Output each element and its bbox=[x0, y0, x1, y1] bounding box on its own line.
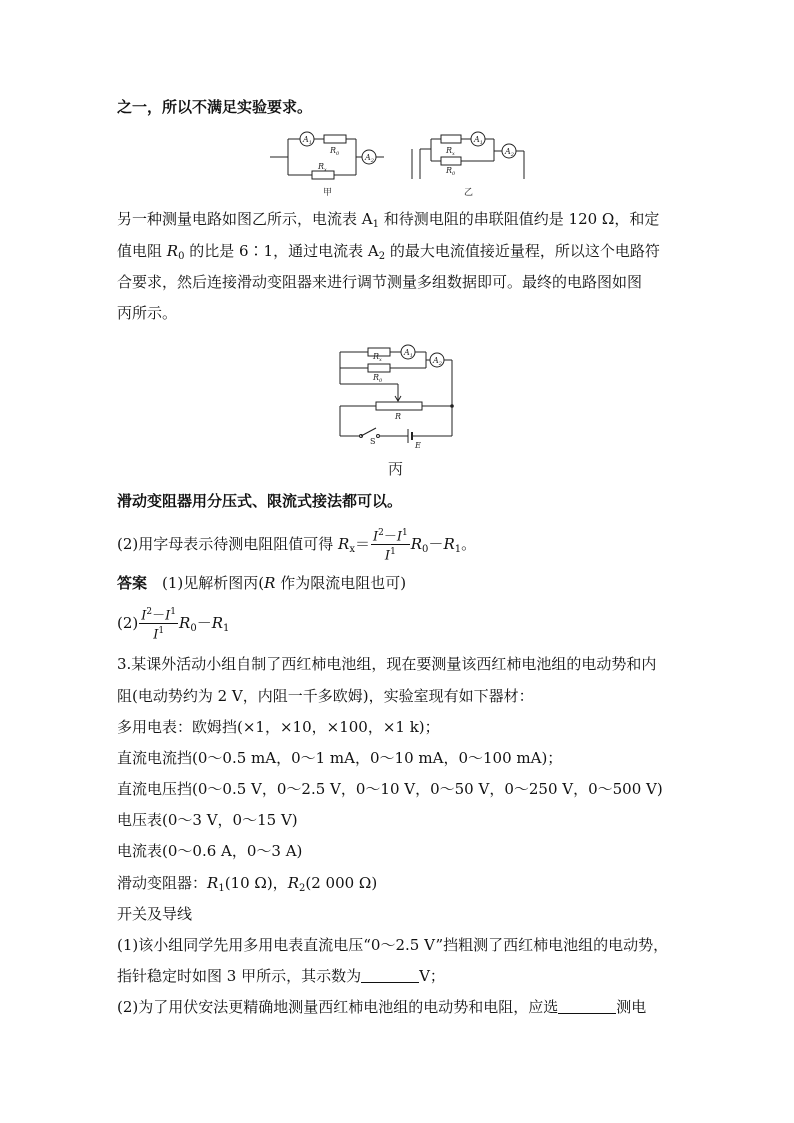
fraction: $\frac{I^2-I^1}{I^1}$ bbox=[372, 528, 408, 564]
paragraph-line: 丙所示。 bbox=[117, 304, 178, 322]
question-line: 指针稳定时如图 3 甲所示，其示数为 V； bbox=[117, 967, 445, 985]
question-line: 电压表(0～3 V，0～15 V) bbox=[117, 811, 298, 829]
a1-label-yi: $A_1$ bbox=[474, 135, 483, 146]
formula-line: (2)用字母表示待测电阻阻值可得 $R_x=$ $\frac{I^2-I^1}{I^1}$ $R_0-R_1$。 bbox=[117, 528, 477, 564]
a2-label: $A_2$ bbox=[365, 153, 374, 164]
a1-label-bing: $A_1$ bbox=[404, 348, 413, 359]
question-line: (2)为了用伏安法更精确地测量西红柿电池组的电动势和电阻，应选 测电 bbox=[117, 998, 647, 1016]
question-line: 电流表(0～0.6 A，0～3 A) bbox=[117, 842, 303, 860]
e-label-bing: E bbox=[415, 441, 421, 450]
a1-label: $A_1$ bbox=[303, 135, 312, 146]
text-line: 之一，所以不满足实验要求。 bbox=[117, 98, 313, 116]
question-line: 多用电表：欧姆挡(×1，×10，×100，×1 k)； bbox=[117, 718, 440, 736]
circuit-figure-jia-yi bbox=[266, 127, 536, 199]
text-line: 滑动变阻器用分压式、限流式接法都可以。 bbox=[117, 492, 403, 510]
r-label-bing: R bbox=[395, 412, 402, 421]
paragraph-line: 合要求，然后连接滑动变阻器来进行调节测量多组数据即可。最终的电路图如图 bbox=[117, 273, 643, 291]
paragraph-line: 另一种测量电路如图乙所示，电流表 $A_1$ 和待测电阻的串联阻值约是 120 Ω，和定 bbox=[117, 210, 660, 230]
s-label-bing: S bbox=[370, 437, 376, 446]
r0-label: $R_0$ bbox=[330, 146, 340, 157]
a2-label-bing: $A_2$ bbox=[433, 356, 442, 367]
rx-label: $R_x$ bbox=[318, 162, 327, 173]
answer-blank bbox=[558, 999, 616, 1014]
answer-line: 答案 (1)见解析图丙(R 作为限流电阻也可) bbox=[117, 574, 407, 592]
question-line: (1)该小组同学先用多用电表直流电压“0～2.5 V”挡粗测了西红柿电池组的电动势， bbox=[117, 936, 669, 954]
paragraph-line: 值电阻 $R_0$ 的比是 6∶1，通过电流表 $A_2$ 的最大电流值接近量程，所以这个电路符 bbox=[117, 242, 660, 262]
fraction: $\frac{I^2-I^1}{I^1}$ bbox=[141, 607, 177, 643]
question-line: 直流电流挡(0～0.5 mA，0～1 mA，0～10 mA，0～100 mA)； bbox=[117, 749, 563, 767]
caption-bing: 丙 bbox=[388, 460, 404, 478]
a2-label-yi: $A_2$ bbox=[505, 147, 514, 158]
answer-blank bbox=[361, 968, 419, 983]
caption-jia: 甲 bbox=[323, 188, 333, 198]
question-line: 直流电压挡(0～0.5 V，0～2.5 V，0～10 V，0～50 V，0～250 V，0～500 V) bbox=[117, 780, 663, 798]
circuit-figure-bing bbox=[330, 334, 465, 479]
answer-formula-line: (2) $\frac{I^2-I^1}{I^1}$ $R_0-R_1$ bbox=[117, 607, 230, 643]
question-line: 滑动变阻器：$R_1(10$ Ω)，$R_2(2$ 000 Ω) bbox=[117, 874, 378, 894]
question-line: 阻(电动势约为 2 V，内阻一千多欧姆)，实验室现有如下器材： bbox=[117, 687, 534, 705]
rx-label-bing: $R_x$ bbox=[373, 352, 382, 363]
r0-label-bing: $R_0$ bbox=[373, 373, 383, 384]
question-line: 3.某课外活动小组自制了西红柿电池组，现在要测量该西红柿电池组的电动势和内 bbox=[117, 655, 657, 673]
question-line: 开关及导线 bbox=[117, 905, 193, 923]
r0-label-yi: $R_0$ bbox=[446, 166, 456, 177]
caption-yi: 乙 bbox=[464, 188, 474, 198]
rx-label-yi: $R_x$ bbox=[446, 146, 455, 157]
